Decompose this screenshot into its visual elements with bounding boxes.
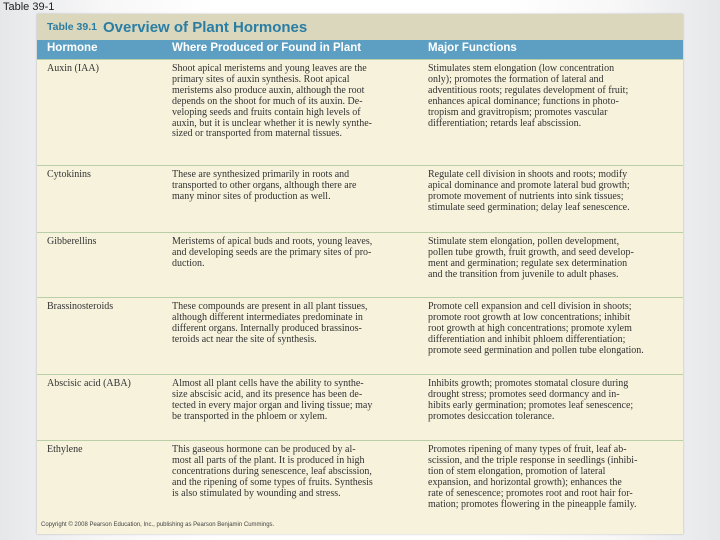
major-functions-line: promote seed germination and pollen tube elongation. — [428, 344, 644, 356]
table-row — [37, 59, 683, 165]
major-functions-line: promote movement of nutrients into sink tissues; — [428, 190, 624, 202]
header-major-functions: Major Functions — [428, 42, 517, 54]
where-produced-line: sized or transported from maternal tissues. — [172, 128, 342, 140]
where-produced-cell — [172, 237, 422, 270]
major-functions-line: enhances apical dominance; functions in photo- — [428, 95, 619, 107]
major-functions-line: expansion, and horizontal growth); enhances the — [428, 476, 622, 488]
where-produced-line: auxin, but it is unclear whether it is newly synthe- — [172, 117, 372, 129]
major-functions-line: apical dominance and promote lateral bud growth; — [428, 179, 630, 191]
table-row — [37, 232, 683, 297]
major-functions-cell — [428, 445, 678, 510]
major-functions-line: tropism and gravitropism; promotes vascular — [428, 106, 608, 118]
hormone-name: Cytokinins — [47, 169, 91, 180]
major-functions-line: hibits early germination; promotes leaf senescence; — [428, 399, 634, 411]
major-functions-line: adventitious roots; regulates development of fruit; — [428, 84, 629, 96]
major-functions-line: Inhibits growth; promotes stomatal closure during — [428, 378, 629, 389]
major-functions-line: Stimulate stem elongation, pollen development, — [428, 236, 620, 247]
where-produced-line: meristems also produce auxin, although the root — [172, 84, 365, 96]
where-produced-line: transported to other organs, although there are — [172, 179, 357, 191]
major-functions-line: stimulate seed germination; delay leaf senescence. — [428, 201, 630, 213]
major-functions-cell — [428, 302, 678, 357]
table-title-bar — [37, 14, 683, 40]
major-functions-line: Stimulates stem elongation (low concentration — [428, 63, 615, 74]
where-produced-cell — [172, 379, 422, 423]
major-functions-line: Promotes ripening of many types of fruit, leaf ab- — [428, 444, 627, 455]
header-hormone: Hormone — [47, 42, 98, 54]
where-produced-line: Shoot apical meristems and young leaves are the — [172, 63, 367, 74]
where-produced-line: concentrations during senescence, leaf abscission, — [172, 465, 372, 477]
table-number: Table 39.1 — [47, 21, 97, 33]
major-functions-line: differentiation and inhibit phloem differentiation; — [428, 333, 626, 345]
copyright-notice: Copyright © 2008 Pearson Education, Inc., publishing as Pearson Benjamin Cummings. — [41, 522, 275, 528]
hormone-name: Ethylene — [47, 444, 83, 455]
table-row — [37, 374, 683, 440]
major-functions-line: root growth at high concentrations; promote xylem — [428, 322, 632, 334]
hormone-name: Brassinosteroids — [47, 301, 114, 312]
where-produced-line: and developing seeds are the primary sites of pro- — [172, 246, 372, 258]
major-functions-line: scission, and the triple response in seedlings (inhibi- — [428, 454, 638, 466]
where-produced-line: most all parts of the plant. It is produced in high — [172, 454, 365, 466]
table-header-row — [37, 40, 683, 59]
table-title: Overview of Plant Hormones — [103, 18, 308, 36]
where-produced-cell — [172, 170, 422, 203]
major-functions-cell — [428, 170, 678, 214]
major-functions-line: differentiation; retards leaf abscission. — [428, 117, 582, 129]
major-functions-line: Regulate cell division in shoots and roots; modify — [428, 169, 628, 180]
table-row — [37, 440, 683, 520]
hormone-name: Abscisic acid (ABA) — [47, 378, 131, 389]
where-produced-line: These compounds are present in all plant tissues, — [172, 301, 368, 312]
where-produced-cell — [172, 64, 422, 140]
where-produced-line: This gaseous hormone can be produced by al- — [172, 444, 356, 455]
major-functions-line: only); promotes the formation of lateral and — [428, 73, 604, 85]
major-functions-line: pollen tube growth, fruit growth, and seed develop- — [428, 246, 634, 258]
major-functions-line: and the transition from juvenile to adult phases. — [428, 268, 619, 280]
major-functions-cell — [428, 237, 678, 281]
header-where-produced: Where Produced or Found in Plant — [172, 42, 362, 54]
where-produced-line: depends on the shoot for much of its auxin. De- — [172, 95, 363, 107]
where-produced-line: Meristems of apical buds and roots, young leaves, — [172, 236, 373, 247]
major-functions-line: tion of stem elongation, promotion of lateral — [428, 465, 606, 477]
where-produced-line: size abscisic acid, and its presence has been de- — [172, 388, 363, 400]
major-functions-line: mation; promotes flowering in the pineapple family. — [428, 498, 637, 510]
major-functions-line: drought stress; promotes seed dormancy and in- — [428, 388, 620, 400]
where-produced-line: teroids act near the site of synthesis. — [172, 333, 317, 345]
where-produced-line: is also stimulated by wounding and stress. — [172, 487, 341, 499]
where-produced-line: duction. — [172, 257, 205, 269]
where-produced-cell — [172, 302, 422, 346]
where-produced-line: many minor sites of production as well. — [172, 190, 331, 202]
hormone-table-figure — [37, 14, 683, 534]
where-produced-line: These are synthesized primarily in roots and — [172, 169, 350, 180]
major-functions-line: rate of senescence; promotes root and root hair for- — [428, 487, 633, 499]
major-functions-cell — [428, 379, 678, 423]
major-functions-line: Promote cell expansion and cell division in shoots; — [428, 301, 632, 312]
major-functions-cell — [428, 64, 678, 129]
major-functions-line: promote root growth at low concentrations; inhibit — [428, 311, 631, 323]
where-produced-line: and the ripening of some types of fruits. Synthesis — [172, 476, 373, 488]
where-produced-line: primary sites of auxin synthesis. Root apical — [172, 73, 350, 85]
hormone-name: Auxin (IAA) — [47, 63, 99, 74]
where-produced-line: be transported in the phloem or xylem. — [172, 410, 328, 422]
table-row — [37, 297, 683, 374]
major-functions-line: promotes desiccation tolerance. — [428, 410, 555, 422]
hormone-name: Gibberellins — [47, 236, 97, 247]
where-produced-line: Almost all plant cells have the ability to synthe- — [172, 378, 364, 389]
table-row — [37, 165, 683, 232]
major-functions-line: ment and germination; regulate sex determination — [428, 257, 628, 269]
where-produced-cell — [172, 445, 422, 500]
slide-label: Table 39-1 — [3, 1, 55, 13]
where-produced-line: tected in every major organ and living tissue; may — [172, 399, 373, 411]
where-produced-line: although different intermediates predominate in — [172, 311, 363, 323]
where-produced-line: different organs. Internally produced brassinos- — [172, 322, 362, 334]
where-produced-line: veloping seeds and fruits contain high levels of — [172, 106, 361, 118]
